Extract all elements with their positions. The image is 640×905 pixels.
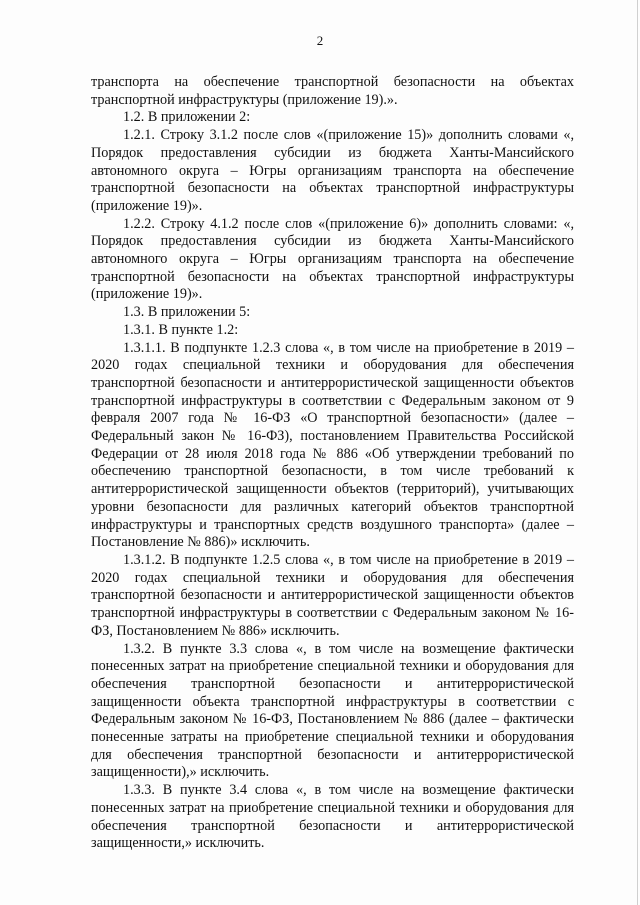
paragraph-item-1-3-2: 1.3.2. В пункте 3.3 слова «, в том числе на возмещение фактически понесенных затрат на приобретение специальной техники и оборудования для обеспечения транспортной безопасности и антитеррористической защищенности объекта транспортной инфраструктуры в соответствии с Федеральным законом № 16-ФЗ, Постановлением № 886 (далее – фактически понесенные затраты на приобретение специальной техники и оборудования для обеспечения транспортной безопасности и антитеррористической защищенности),» исключить. <box>91 640 574 781</box>
paragraph-item-1-3-1-1: 1.3.1.1. В подпункте 1.2.3 слова «, в том числе на приобретение в 2019 – 2020 годах специальной техники и оборудования для обеспечения транспортной безопасности и антитеррористической защищенности объектов транспортной инфраструктуры в соответствии с Федеральным законом от 9 февраля 2007 года № 16-ФЗ «О транспортной безопасности» (далее – Федеральный закон № 16-ФЗ), постановлением Правительства Российской Федерации от 28 июля 2018 года № 886 «Об утверждении требований по обеспечению транспортной безопасности, в том числе требований к антитеррористической защищенности объектов (территорий), учитывающих уровни безопасности для различных категорий объектов транспортной инфраструктуры и транспортных средств воздушного транспорта» (далее – Постановление № 886)» исключить. <box>91 339 574 551</box>
scan-edge <box>637 0 638 905</box>
paragraph-item-1-2-1: 1.2.1. Строку 3.1.2 после слов «(приложение 15)» дополнить словами «, Порядок предоставления субсидии из бюджета Ханты-Мансийского автономного округа – Югры организациям транспорта на обеспечение транспортной безопасности на объектах транспортной инфраструктуры (приложение 19)». <box>91 127 574 214</box>
paragraph-item-1-3-1-2: 1.3.1.2. В подпункте 1.2.5 слова «, в том числе на приобретение в 2019 – 2020 годах специальной техники и оборудования для обеспечения транспортной безопасности и антитеррористической защищенности объектов транспортной инфраструктуры в соответствии с Федеральным законом № 16-ФЗ, Постановлением № 886» исключить. <box>91 551 574 639</box>
paragraph-continuation: транспорта на обеспечение транспортной безопасности на объектах транспортной инфраструктуры (приложение 19).». <box>91 74 574 108</box>
paragraph-item-1-3-1: 1.3.1. В пункте 1.2: <box>123 321 239 338</box>
paragraph-item-1-3: 1.3. В приложении 5: <box>123 304 251 321</box>
page-number: 2 <box>316 33 324 48</box>
document-body <box>91 74 574 853</box>
paragraph-item-1-2: 1.2. В приложении 2: <box>123 109 251 126</box>
paragraph-item-1-2-2: 1.2.2. Строку 4.1.2 после слов «(приложение 6)» дополнить словами: «, Порядок предоставления субсидии из бюджета Ханты-Мансийского автономного округа – Югры организациям транспорта на обеспечение транспортной безопасности на объектах транспортной инфраструктуры (приложение 19)». <box>91 215 574 303</box>
paragraph-item-1-3-3: 1.3.3. В пункте 3.4 слова «, в том числе на возмещение фактически понесенных затрат на приобретение специальной техники и оборудования для обеспечения транспортной безопасности и антитеррористической защищенности,» исключить. <box>91 782 574 852</box>
